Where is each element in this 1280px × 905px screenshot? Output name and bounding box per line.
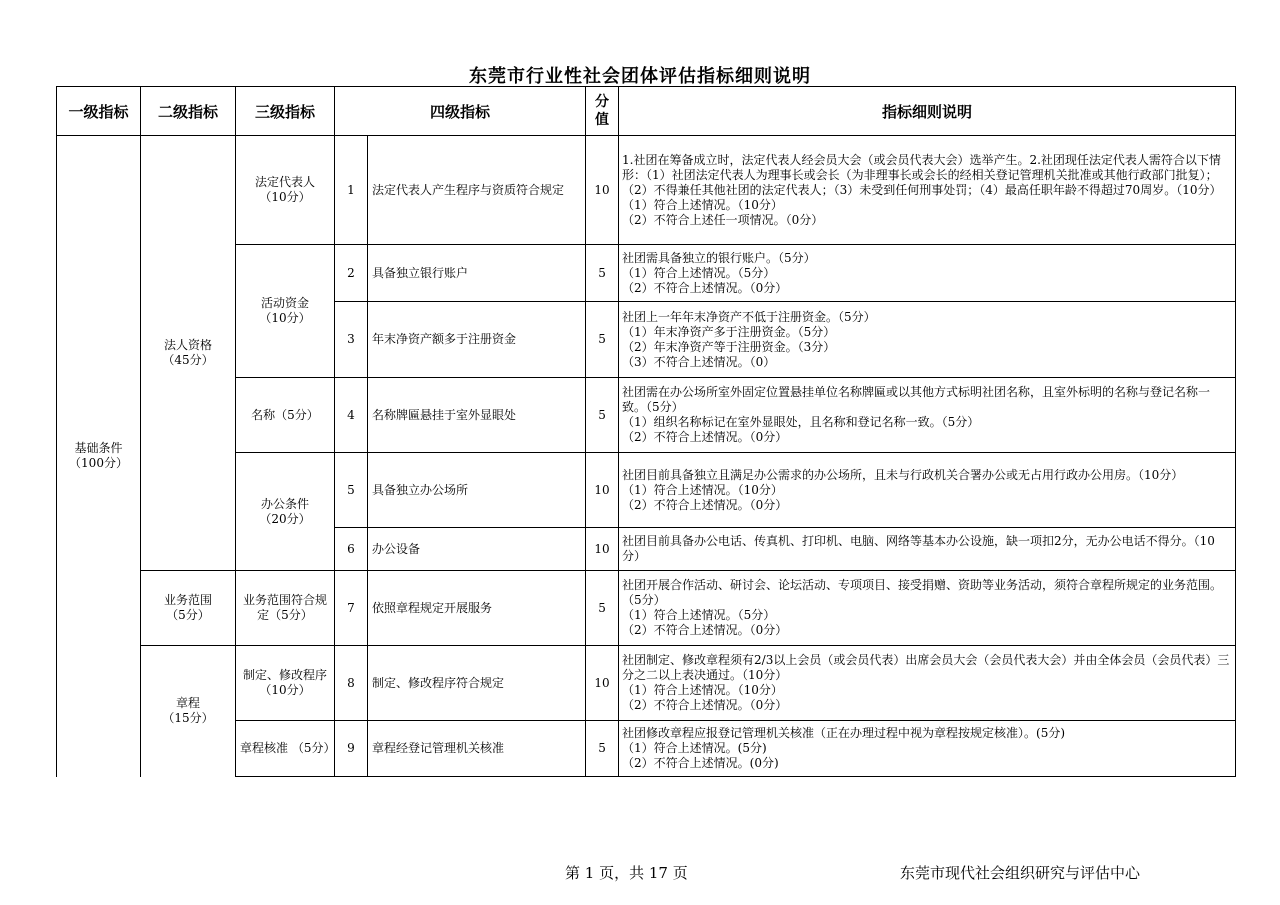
l3-amend-cell <box>236 646 335 721</box>
row-item: 依照章程规定开展服务 <box>368 571 586 646</box>
l3-fund-cell <box>236 245 335 378</box>
detail-line: （1）符合上述情况。（5分） <box>622 265 776 280</box>
header-score <box>586 87 619 136</box>
l3-approve-label: 章程核准 （5分） <box>240 741 336 755</box>
row-number: 5 <box>335 453 368 528</box>
l3-amend-label: 制定、修改程序 （10分） <box>242 668 327 697</box>
detail-line: 社团需在办公场所室外固定位置悬挂单位名称牌匾或以其他方式标明社团名称，且室外标明的名称与登记名称一致。（5分） <box>622 385 1211 414</box>
row-number: 3 <box>335 302 368 378</box>
detail-line: （2）不符合上述任一项情况。（0分） <box>622 212 824 227</box>
detail-line: （2）不符合上述情况。（0分） <box>622 623 788 637</box>
group-charter-label: 章程 <box>175 696 200 711</box>
detail-line: 1.社团在筹备成立时，法定代表人经会员大会（或会员代表大会）选举产生。2.社团现任法定代表人需符合以下情形：（1）社团法定代表人为理事长或会长（为非理事长或会长的经相关登记管理机关批准或其他行政部门批复）；（2）不得兼任其他社团的法定代表人；（3）未受到任何刑事处罚；（4）最高任职年龄不得超过70周岁。（10分） <box>622 152 1222 197</box>
group-legal-score: （45分） <box>162 353 214 367</box>
detail-line: （2）不符合上述情况。（0分） <box>622 698 788 712</box>
l3-office-label: 办公条件 <box>260 496 309 511</box>
detail-line: 社团目前具备独立且满足办公需求的办公场所，且未与行政机关合署办公或无占用行政办公用房。（10分） <box>622 467 1184 482</box>
row-detail <box>619 378 1236 453</box>
detail-line: （1）组织名称标记在室外显眼处，且名称和登记名称一致。（5分） <box>622 415 980 429</box>
row-score: 10 <box>586 136 619 245</box>
l3-rep-score: （10分） <box>259 190 311 204</box>
detail-line: （1）符合上述情况。（10分） <box>622 197 783 212</box>
header-level1: 一级指标 <box>57 87 141 136</box>
row-item: 章程经登记管理机关核准 <box>368 721 586 777</box>
row-detail <box>619 571 1236 646</box>
page-number: 第 1 页，共 17 页 <box>565 864 688 882</box>
header-level4: 四级指标 <box>335 87 586 136</box>
header-detail: 指标细则说明 <box>619 87 1236 136</box>
row-score: 10 <box>586 528 619 571</box>
detail-line: 社团开展合作活动、研讨会、论坛活动、专项项目、接受捐赠、资助等业务活动，须符合章程所规定的业务范围。（5分） <box>622 578 1223 607</box>
row-number: 7 <box>335 571 368 646</box>
row-score: 5 <box>586 571 619 646</box>
detail-line: 社团需具备独立的银行账户。（5分） <box>622 250 816 265</box>
l3-fund-label: 活动资金 <box>260 296 309 310</box>
detail-line: 社团制定、修改章程须有2/3以上会员（或会员代表）出席会员大会（会员代表大会）并由全体会员（会员代表）三分之二以上表决通过。（10分） <box>622 653 1230 682</box>
detail-line: 社团上一年年末净资产不低于注册资金。（5分） <box>622 309 876 324</box>
table-row <box>57 571 1236 646</box>
document-title: 东莞市行业性社会团体评估指标细则说明 <box>469 66 811 87</box>
row-item: 法定代表人产生程序与资质符合规定 <box>368 136 586 245</box>
row-score: 10 <box>586 646 619 721</box>
row-score: 5 <box>586 721 619 777</box>
header-level2: 二级指标 <box>141 87 236 136</box>
row-number: 6 <box>335 528 368 571</box>
l3-scope-cell <box>236 571 335 646</box>
row-item: 名称牌匾悬挂于室外显眼处 <box>368 378 586 453</box>
detail-line: （2）不符合上述情况。（0分） <box>622 280 788 295</box>
row-item: 年末净资产额多于注册资金 <box>368 302 586 378</box>
detail-line: （2）年末净资产等于注册资金。（3分） <box>622 339 836 354</box>
table-row <box>57 136 1236 245</box>
l3-office-score: （20分） <box>259 511 311 526</box>
table-row <box>57 646 1236 721</box>
group-charter-cell <box>141 646 236 777</box>
row-detail <box>619 245 1236 302</box>
row-item: 制定、修改程序符合规定 <box>368 646 586 721</box>
l3-rep-cell <box>236 136 335 245</box>
header-score-text: 分值 <box>595 94 610 128</box>
level1-label: 基础条件 <box>74 441 123 456</box>
row-item: 具备独立银行账户 <box>368 245 586 302</box>
detail-line: （2）不符合上述情况。（0分） <box>622 430 788 444</box>
detail-line: （1）符合上述情况。（10分） <box>622 482 783 497</box>
row-number: 2 <box>335 245 368 302</box>
row-detail <box>619 528 1236 571</box>
row-score: 10 <box>586 453 619 528</box>
group-legal-label: 法人资格 <box>163 338 212 352</box>
l3-name-label: 名称（5分） <box>251 407 319 422</box>
l3-rep-label: 法定代表人 <box>254 175 315 189</box>
group-scope-label: 业务范围 <box>163 593 212 607</box>
level1-score: （100分） <box>69 456 128 471</box>
row-score: 5 <box>586 302 619 378</box>
row-detail <box>619 721 1236 777</box>
row-detail <box>619 302 1236 378</box>
l3-office-cell <box>236 453 335 571</box>
row-detail <box>619 136 1236 245</box>
header-row <box>57 87 1236 136</box>
row-number: 8 <box>335 646 368 721</box>
row-score: 5 <box>586 245 619 302</box>
detail-line: （1）年末净资产多于注册资金。（5分） <box>622 324 836 339</box>
l3-name-cell <box>236 378 335 453</box>
row-number: 9 <box>335 721 368 777</box>
detail-line: （2）不符合上述情况。（0分） <box>622 497 788 512</box>
group-scope-cell <box>141 571 236 646</box>
group-charter-score: （15分） <box>162 711 214 726</box>
detail-line: 社团修改章程应报登记管理机关核准（正在办理过程中视为章程按规定核准）。(5分) <box>622 726 1066 740</box>
row-detail <box>619 646 1236 721</box>
detail-line: 社团目前具备办公电话、传真机、打印机、电脑、网络等基本办公设施，缺一项扣2分，无办公电话不得分。（10分） <box>622 534 1215 563</box>
group-scope-score: （5分） <box>166 608 210 622</box>
row-item: 具备独立办公场所 <box>368 453 586 528</box>
row-number: 4 <box>335 378 368 453</box>
row-score: 5 <box>586 378 619 453</box>
detail-line: （1）符合上述情况。（10分） <box>622 683 783 697</box>
row-detail <box>619 453 1236 528</box>
row-item: 办公设备 <box>368 528 586 571</box>
l3-scope-label: 业务范围符合规定（5分） <box>242 593 327 622</box>
group-legal-cell <box>141 136 236 571</box>
detail-line: （2）不符合上述情况。(0分) <box>622 756 779 770</box>
l3-approve-cell <box>236 721 335 777</box>
row-number: 1 <box>335 136 368 245</box>
l3-fund-score: （10分） <box>259 311 311 325</box>
level1-cell <box>57 136 141 777</box>
header-level3: 三级指标 <box>236 87 335 136</box>
evaluation-table <box>56 86 1236 777</box>
detail-line: （3）不符合上述情况。（0） <box>622 354 776 369</box>
detail-line: （1）符合上述情况。(5分) <box>622 741 767 755</box>
detail-line: （1）符合上述情况。（5分） <box>622 608 776 622</box>
footer-organization: 东莞市现代社会组织研究与评估中心 <box>900 864 1141 882</box>
